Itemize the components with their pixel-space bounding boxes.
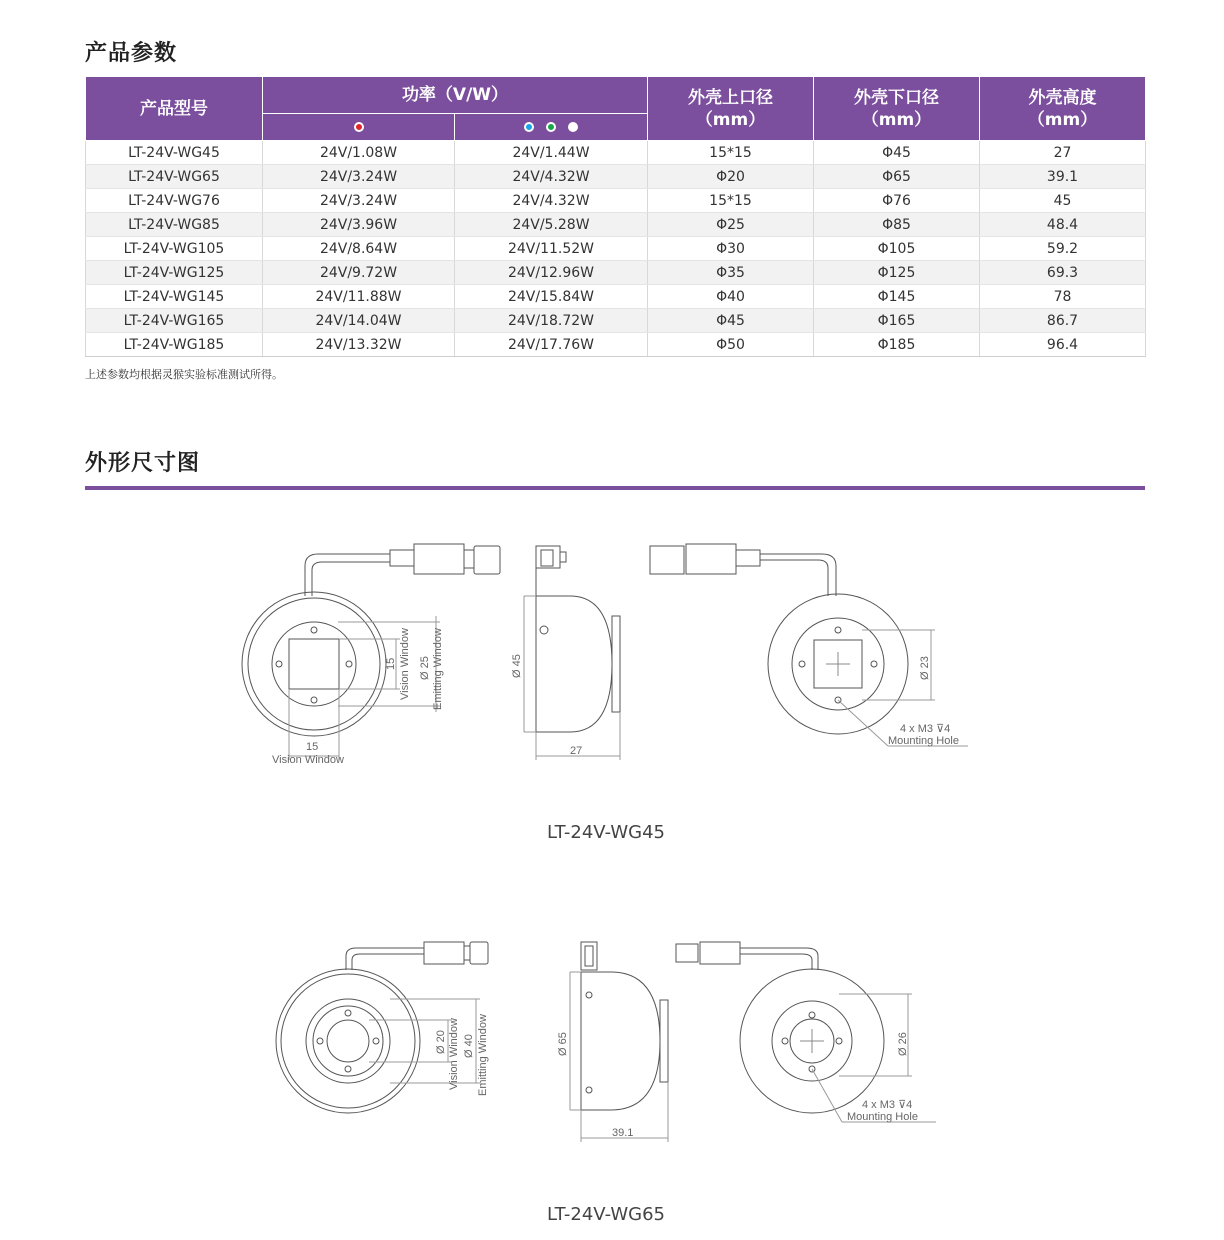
blue-light-dot-icon [524,122,534,132]
cell-multi: 24V/4.32W [455,165,648,189]
cell-height: 78 [980,285,1146,309]
subheader-multicolor [455,114,648,141]
white-light-dot-icon [568,122,578,132]
cell-height: 69.3 [980,261,1146,285]
wg45-dim-15-horizontal: 15 [306,741,319,753]
cell-height: 39.1 [980,165,1146,189]
cell-lower: Φ185 [814,333,980,357]
cell-upper: Φ20 [648,165,814,189]
cell-lower: Φ105 [814,237,980,261]
cell-multi: 24V/17.76W [455,333,648,357]
cell-upper: Φ45 [648,309,814,333]
cell-lower: Φ145 [814,285,980,309]
cell-height: 86.7 [980,309,1146,333]
cell-model: LT-24V-WG185 [86,333,263,357]
wg45-emitting-window-label: Emitting Window [432,628,444,710]
green-light-dot-icon [546,122,556,132]
cell-upper: Φ30 [648,237,814,261]
test-note: 上述参数均根据灵猴实验标准测试所得。 [85,368,283,381]
spec-table [85,76,1146,357]
outline-title: 外形尺寸图 [85,451,201,476]
cell-height: 45 [980,189,1146,213]
wg45-dim-15-vertical: 15 [385,657,397,670]
header-model: 产品型号 [86,77,263,141]
table-row [86,189,1146,213]
cell-red: 24V/9.72W [263,261,455,285]
cell-upper: 15*15 [648,189,814,213]
cell-lower: Φ125 [814,261,980,285]
table-row [86,285,1146,309]
wg65-dim-39-1: 39.1 [612,1127,634,1139]
cell-red: 24V/13.32W [263,333,455,357]
subheader-red [263,114,455,141]
table-row [86,237,1146,261]
wg65-vision-window-label: Vision Window [448,1018,460,1090]
cell-multi: 24V/1.44W [455,141,648,165]
cell-multi: 24V/18.72W [455,309,648,333]
table-row [86,309,1146,333]
cell-red: 24V/11.88W [263,285,455,309]
cell-red: 24V/3.96W [263,213,455,237]
cell-multi: 24V/12.96W [455,261,648,285]
cell-model: LT-24V-WG165 [86,309,263,333]
cell-multi: 24V/11.52W [455,237,648,261]
cell-red: 24V/3.24W [263,165,455,189]
cell-lower: Φ85 [814,213,980,237]
table-row [86,333,1146,357]
wg65-hole-spec: 4 x M3 ⊽4 [862,1099,913,1111]
cell-upper: Φ35 [648,261,814,285]
wg65-dim-20: Ø 20 [435,1030,447,1054]
params-title: 产品参数 [85,41,178,66]
table-row [86,213,1146,237]
wg45-hole-label: Mounting Hole [888,735,959,747]
wg45-caption: LT-24V-WG45 [547,822,665,843]
header-upper-diameter: 外壳上口径 （mm） [648,77,814,141]
cell-multi: 24V/5.28W [455,213,648,237]
cell-upper: 15*15 [648,141,814,165]
wg65-hole-label: Mounting Hole [847,1111,918,1123]
header-lower-diameter: 外壳下口径 （mm） [814,77,980,141]
wg45-dim-23: Ø 23 [919,656,931,680]
wg45-vision-window-label-vertical: Vision Window [399,628,411,700]
wg45-dimension-drawing [0,520,1224,780]
cell-upper: Φ25 [648,213,814,237]
wg45-dim-25: Ø 25 [419,656,431,680]
cell-model: LT-24V-WG85 [86,213,263,237]
cell-model: LT-24V-WG125 [86,261,263,285]
cell-height: 27 [980,141,1146,165]
wg45-dim-27: 27 [570,745,583,757]
cell-lower: Φ165 [814,309,980,333]
wg45-hole-spec: 4 x M3 ⊽4 [900,723,951,735]
wg65-caption: LT-24V-WG65 [547,1204,665,1225]
cell-model: LT-24V-WG76 [86,189,263,213]
header-power: 功率（V/W） [263,77,648,114]
wg65-emitting-window-label: Emitting Window [477,1014,489,1096]
cell-red: 24V/3.24W [263,189,455,213]
wg65-dim-65: Ø 65 [557,1032,569,1056]
cell-model: LT-24V-WG105 [86,237,263,261]
cell-multi: 24V/4.32W [455,189,648,213]
cell-model: LT-24V-WG145 [86,285,263,309]
wg65-dimension-drawing [0,920,1224,1150]
section-divider [85,486,1145,490]
cell-upper: Φ40 [648,285,814,309]
cell-height: 59.2 [980,237,1146,261]
cell-lower: Φ65 [814,165,980,189]
cell-red: 24V/1.08W [263,141,455,165]
header-height: 外壳高度 （mm） [980,77,1146,141]
cell-height: 96.4 [980,333,1146,357]
wg65-dim-26: Ø 26 [897,1032,909,1056]
wg45-vision-window-label-horizontal: Vision Window [272,754,344,766]
cell-multi: 24V/15.84W [455,285,648,309]
cell-lower: Φ76 [814,189,980,213]
table-row [86,261,1146,285]
wg65-dim-40: Ø 40 [463,1034,475,1058]
table-row [86,141,1146,165]
cell-model: LT-24V-WG45 [86,141,263,165]
red-light-dot-icon [354,122,364,132]
cell-red: 24V/8.64W [263,237,455,261]
cell-height: 48.4 [980,213,1146,237]
cell-upper: Φ50 [648,333,814,357]
cell-red: 24V/14.04W [263,309,455,333]
wg45-dim-45: Ø 45 [511,654,523,678]
table-row [86,165,1146,189]
cell-lower: Φ45 [814,141,980,165]
cell-model: LT-24V-WG65 [86,165,263,189]
